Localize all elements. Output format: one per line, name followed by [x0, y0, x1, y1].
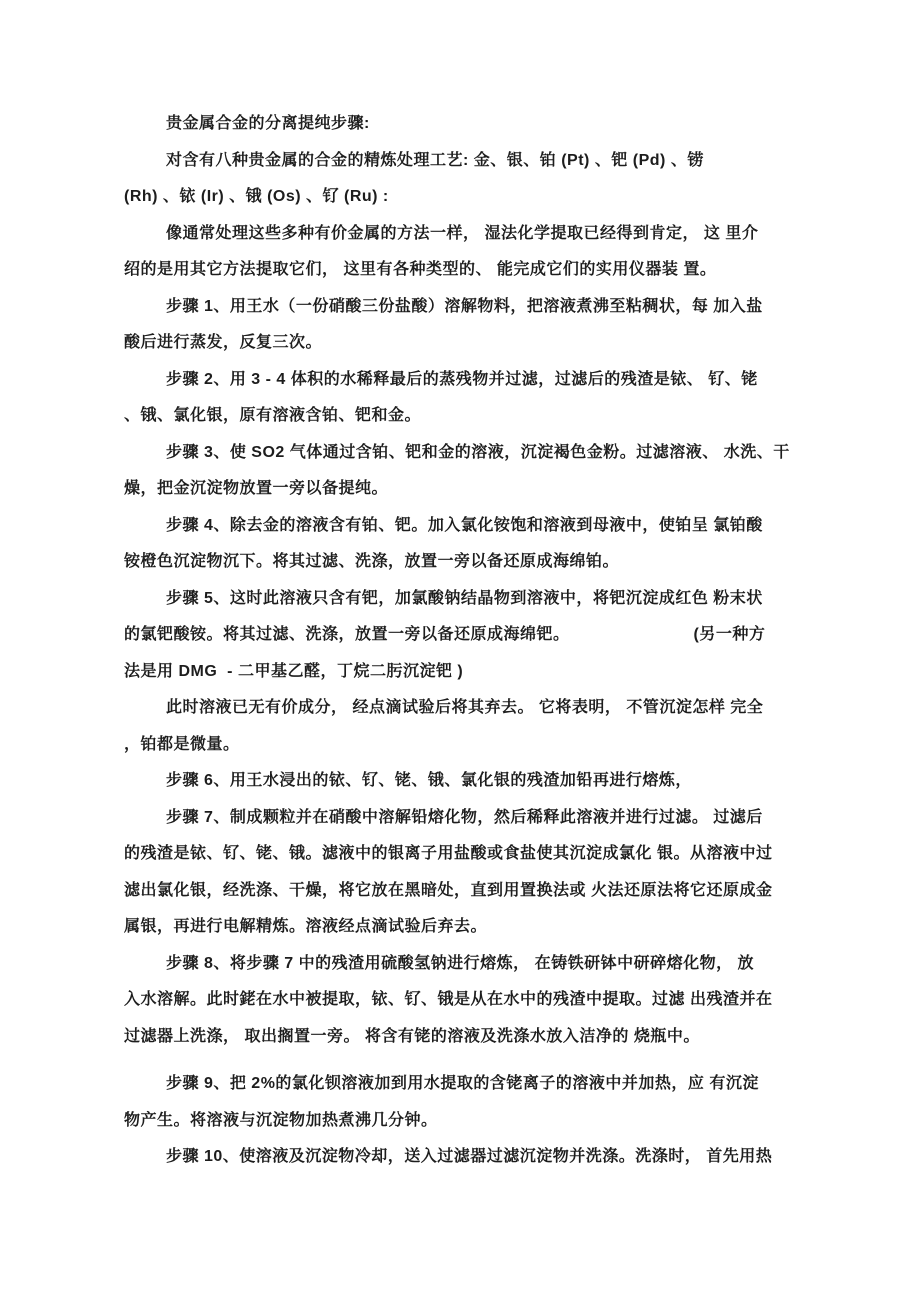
- text-line-step-4: 步骤 4、除去金的溶液含有铂、钯。加入氯化铵饱和溶液到母液中，使铂呈 氯铂酸: [166, 516, 763, 534]
- text-line: 入水溶解。此时銠在水中被提取，铱、钌、锇是从在水中的残渣中提取。过滤 出残渣并在: [124, 991, 773, 1008]
- text-line: 法是用 DMG - 二甲基乙醛，丁烷二肟沉淀钯 ): [124, 662, 464, 680]
- text-line: ，铂都是微量。: [124, 735, 240, 753]
- text-line-step-9: 步骤 9、把 2%的氯化钡溶液加到用水提取的含铑离子的溶液中并加热，应 有沉淀: [166, 1075, 759, 1092]
- text-line: 绍的是用其它方法提取它们， 这里有各种类型的、 能完成它们的实用仪器装 置。: [124, 261, 717, 278]
- text-line: 像通常处理这些多种有价金属的方法一样， 湿法化学提取已经得到肯定， 这 里介: [166, 224, 759, 242]
- text-line-step-5: 步骤 5、这时此溶液只含有钯，加氯酸钠结晶物到溶液中，将钯沉淀成红色 粉末状: [166, 589, 763, 607]
- text-line: 、锇、氯化银，原有溶液含铂、钯和金。: [124, 407, 422, 424]
- text-line: 过滤器上洗涤， 取出搁置一旁。 将含有铑的溶液及洗涤水放入洁净的 烧瓶中。: [124, 1027, 700, 1045]
- document-body: [124, 106, 824, 1176]
- text-line: 物产生。将溶液与沉淀物加热煮沸几分钟。: [124, 1111, 438, 1129]
- text-line-step-1: 步骤 1、用王水（一份硝酸三份盐酸）溶解物料，把溶液煮沸至粘稠状，每 加入盐: [166, 297, 763, 315]
- text-line-step-6: 步骤 6、用王水浸出的铱、钌、铑、锇、氯化银的残渣加铅再进行熔炼，: [166, 772, 692, 789]
- text-line-step-10: 步骤 10、使溶液及沉淀物冷却，送入过滤器过滤沉淀物并洗涤。洗涤时， 首先用热: [166, 1148, 773, 1165]
- text-line: 燥，把金沉淀物放置一旁以备提纯。: [124, 480, 389, 497]
- doc-title-line: 贵金属合金的分离提纯步骤:: [166, 115, 370, 132]
- text-line: 此时溶液已无有价成分， 经点滴试验后将其弃去。 它将表明， 不管沉淀怎样 完全: [166, 699, 764, 716]
- text-line-step-7: 步骤 7、制成颗粒并在硝酸中溶解铅熔化物，然后稀释此溶液并进行过滤。 过滤后: [166, 808, 763, 826]
- text-line: 对含有八种贵金属的合金的精炼处理工艺: 金、银、铂 (Pt) 、钯 (Pd) 、铹: [166, 151, 704, 169]
- text-line: 属银，再进行电解精炼。溶液经点滴试验后弃去。: [124, 918, 488, 935]
- text-line: 酸后进行蒸发，反复三次。: [124, 334, 323, 351]
- text-line: 的氯钯酸铵。将其过滤、洗涤，放置一旁以备还原成海绵钯。 (另一种方: [124, 626, 766, 643]
- text-line: 滤出氯化银，经洗涤、干燥，将它放在黑暗处，直到用置换法或 火法还原法将它还原成金: [124, 881, 773, 899]
- text-line: 的残渣是铱、钌、铑、锇。滤液中的银离子用盐酸或食盐使其沉淀成氯化 银。从溶液中过: [124, 845, 773, 862]
- text-line: 铵橙色沉淀物沉下。将其过滤、洗涤，放置一旁以备还原成海绵铂。: [124, 553, 620, 570]
- text-line: (Rh) 、铱 (Ir) 、锇 (Os) 、钌 (Ru) :: [124, 188, 389, 205]
- text-line-step-8: 步骤 8、将步骤 7 中的残渣用硫酸氢钠进行熔炼， 在铸铁研钵中研碎熔化物， 放: [166, 954, 755, 972]
- text-line-step-2: 步骤 2、用 3 - 4 体积的水稀释最后的蒸残物并过滤，过滤后的残渣是铱、 钌、铑: [166, 370, 758, 388]
- text-line-step-3: 步骤 3、使 SO2 气体通过含铂、钯和金的溶液，沉淀褐色金粉。过滤溶液、 水洗、干: [166, 443, 790, 461]
